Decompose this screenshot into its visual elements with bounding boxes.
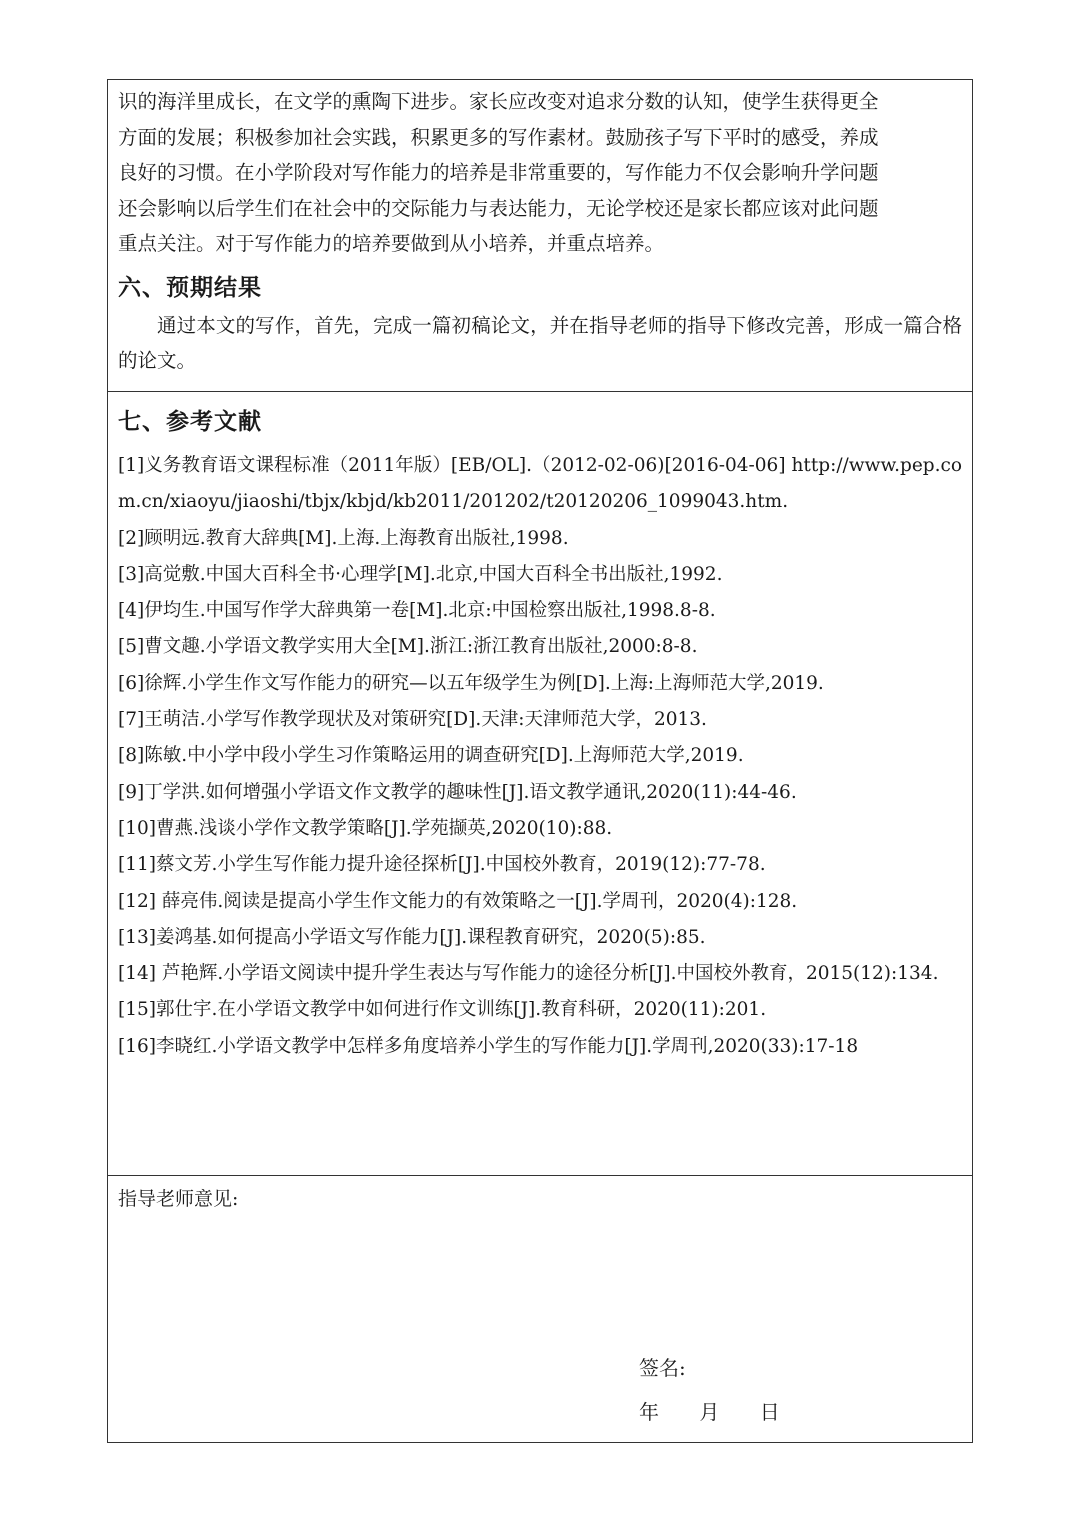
reference-item: [11]蔡文芳.小学生写作能力提升途径探析[J].中国校外教育，2019(12):77-78. <box>118 854 766 876</box>
continuation-line-3: 良好的习惯。在小学阶段对写作能力的培养是非常重要的，写作能力不仅会影响升学问题 <box>118 161 879 184</box>
reference-item: [13]姜鸿基.如何提高小学语文写作能力[J].课程教育研究，2020(5):85. <box>118 926 706 948</box>
date-month-label: 月 <box>699 1400 720 1424</box>
reference-item: [6]徐辉.小学生作文写作能力的研究—以五年级学生为例[D].上海:上海师范大学,2019. <box>118 672 824 694</box>
section-seven-title: 七、参考文献 <box>118 409 262 435</box>
reference-item: [1]义务教育语文课程标准（2011年版）[EB/OL].（2012-02-06)[2016-04-06] http://www.pep.com.cn/xiaoyu/jiaoshi/tbjx/kbjd/kb2011/201202/t20120206_1099043.htm. <box>118 455 962 513</box>
continuation-line-5: 重点关注。对于写作能力的培养要做到从小培养，并重点培养。 <box>118 232 665 255</box>
date-day-label: 日 <box>759 1400 780 1424</box>
date-year-label: 年 <box>639 1400 659 1424</box>
signature-block <box>639 1346 780 1434</box>
reference-item: [10]曹燕.浅谈小学作文教学策略[J].学苑撷英,2020(10):88. <box>118 817 613 839</box>
reference-item: [5]曹文趣.小学语文教学实用大全[M].浙江:浙江教育出版社,2000:8-8. <box>118 636 698 658</box>
proposal-form-table <box>107 79 973 1443</box>
date-line <box>639 1390 780 1434</box>
section-six-text: 通过本文的写作，首先，完成一篇初稿论文，并在指导老师的指导下修改完善，形成一篇合格的论文。 <box>118 313 962 372</box>
continuation-line-1: 识的海洋里成长，在文学的熏陶下进步。家长应改变对追求分数的认知，使学生获得更全 <box>118 90 879 113</box>
continuation-line-2: 方面的发展；积极参加社会实践，积累更多的写作素材。鼓励孩子写下平时的感受，养成 <box>118 125 879 149</box>
content-cell <box>108 80 972 392</box>
reference-item: [15]郭仕宇.在小学语文教学中如何进行作文训练[J].教育科研，2020(11):201. <box>118 999 767 1021</box>
reference-item: [16]李晓红.小学语文教学中怎样多角度培养小学生的写作能力[J].学周刊,2020(33):17-18 <box>118 1035 859 1057</box>
reference-list <box>118 448 962 1065</box>
references-cell <box>108 392 972 1176</box>
reference-item: [4]伊均生.中国写作学大辞典第一卷[M].北京:中国检察出版社,1998.8-8. <box>118 600 716 622</box>
advisor-opinion-label: 指导老师意见: <box>118 1188 239 1210</box>
reference-item: [12] 薛亮伟.阅读是提高小学生作文能力的有效策略之一[J].学周刊，2020(4):128. <box>118 890 798 912</box>
reference-item: [9]丁学洪.如何增强小学语文作文教学的趣味性[J].语文教学通讯,2020(11):44-46. <box>118 781 797 803</box>
signature-label: 签名: <box>639 1356 686 1380</box>
advisor-opinion-cell <box>108 1176 972 1442</box>
reference-item: [3]高觉敷.中国大百科全书·心理学[M].北京,中国大百科全书出版社,1992. <box>118 563 723 585</box>
reference-item: [2]顾明远.教育大辞典[M].上海.上海教育出版社,1998. <box>118 527 569 549</box>
reference-item: [7]王萌洁.小学写作教学现状及对策研究[D].天津:天津师范大学，2013. <box>118 709 707 731</box>
reference-item: [14] 芦艳辉.小学语文阅读中提升学生表达与写作能力的途径分析[J].中国校外教育，2015(12):134. <box>118 963 939 985</box>
reference-item: [8]陈敏.中小学中段小学生习作策略运用的调查研究[D].上海师范大学,2019. <box>118 745 744 767</box>
section-six-title: 六、预期结果 <box>118 274 262 301</box>
continuation-line-4: 还会影响以后学生们在社会中的交际能力与表达能力，无论学校还是家长都应该对此问题 <box>118 196 879 220</box>
